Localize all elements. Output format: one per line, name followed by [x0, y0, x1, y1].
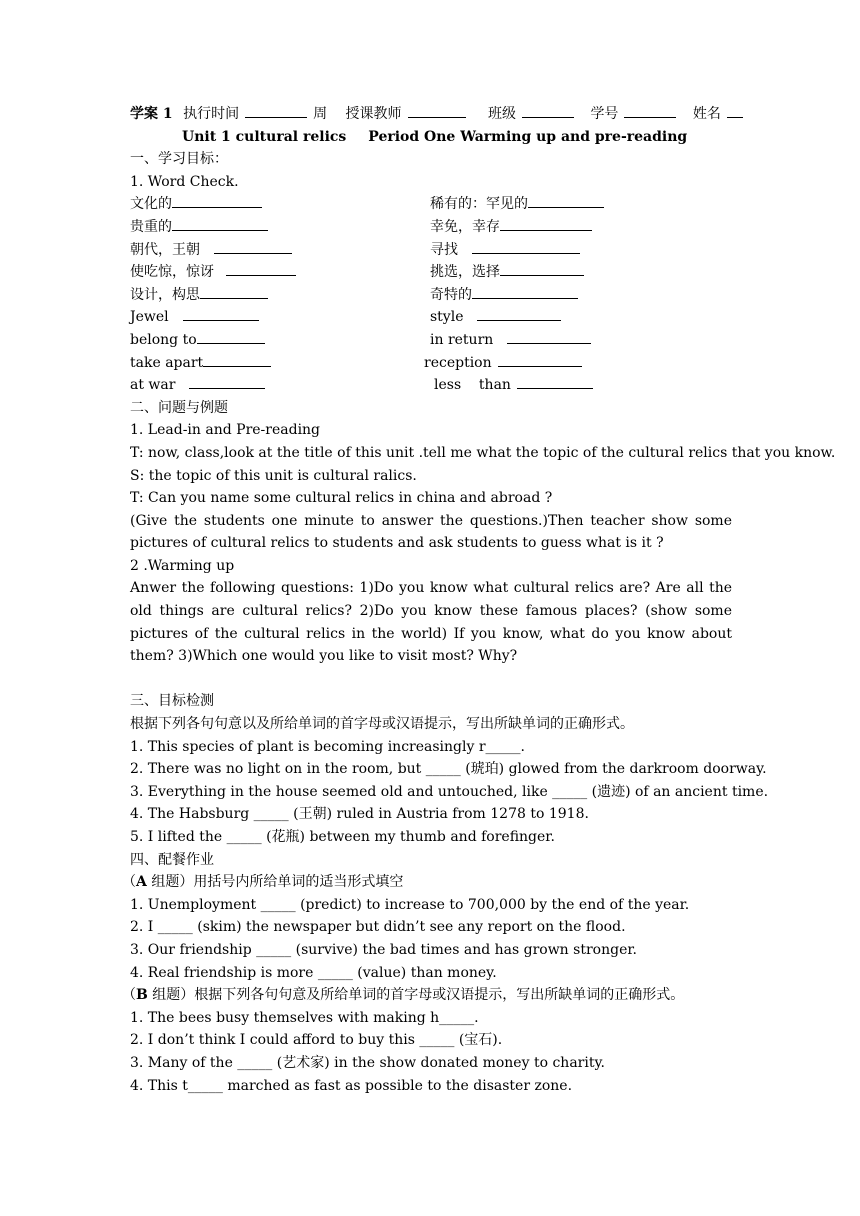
section-heading-4: 四、配餐作业	[130, 851, 214, 868]
check-item: 5. I lifted the _____ (花瓶) between my thumb and forefinger.	[130, 829, 555, 845]
word-right: 幸免，幸存	[430, 218, 500, 235]
word-right: style	[430, 309, 464, 326]
class-label: 班级	[487, 106, 516, 122]
group-a-item: 1. Unemployment _____ (predict) to increase to 700,000 by the end of the year.	[130, 896, 690, 913]
name-blank[interactable]	[727, 103, 743, 118]
student-no-blank[interactable]	[624, 103, 676, 118]
lead-in-heading: 1. Lead-in and Pre-reading	[130, 422, 321, 439]
word-left: 朝代，王朝	[130, 241, 200, 258]
check-item: 2. There was no light on in the room, but _____ (琥珀) glowed from the darkroom doorway.	[130, 761, 767, 778]
word-right: less than	[434, 377, 511, 394]
group-b-label: （B 组题）根据下列各句句意及所给单词的首字母或汉语提示，写出所缺单词的正确形式。	[122, 987, 685, 1004]
word-row	[130, 216, 732, 239]
word-row	[130, 329, 732, 352]
group-a-item: 4. Real friendship is more _____ (value) than money.	[130, 964, 497, 981]
exec-time-blank[interactable]	[245, 103, 307, 118]
word-left: belong to	[130, 331, 197, 348]
unit-title: Unit 1 cultural relics	[182, 128, 347, 145]
word-row	[130, 193, 732, 216]
word-blank[interactable]	[214, 239, 292, 254]
plan-number: 学案 1	[130, 106, 173, 122]
word-blank[interactable]	[226, 261, 296, 276]
word-blank[interactable]	[500, 261, 584, 276]
check-instruction: 根据下列各句句意以及所给单词的首字母或汉语提示，写出所缺单词的正确形式。	[130, 716, 634, 733]
word-blank[interactable]	[507, 329, 591, 344]
word-blank[interactable]	[183, 306, 259, 321]
word-left: Jewel	[130, 309, 169, 326]
word-blank[interactable]	[500, 216, 592, 231]
group-a-label: （A 组题）用括号内所给单词的适当形式填空	[122, 874, 404, 891]
teacher-label: 授课教师	[345, 106, 402, 122]
word-row	[130, 374, 732, 397]
group-b-item: 2. I don’t think I could afford to buy this _____ (宝石).	[130, 1032, 503, 1049]
teacher-blank[interactable]	[408, 103, 466, 118]
word-blank[interactable]	[477, 306, 561, 321]
check-item: 4. The Habsburg _____ (王朝) ruled in Austria from 1278 to 1918.	[130, 806, 589, 823]
word-blank[interactable]	[498, 352, 582, 367]
word-right: 寻找	[430, 241, 458, 258]
word-right: reception	[424, 354, 492, 371]
exec-time-label: 执行时间	[183, 106, 240, 122]
word-blank[interactable]	[528, 193, 604, 208]
header-line	[130, 103, 732, 126]
word-left: 贵重的	[130, 218, 172, 235]
word-row	[130, 239, 732, 262]
class-blank[interactable]	[522, 103, 574, 118]
warming-heading: 2 .Warming up	[130, 557, 235, 574]
word-blank[interactable]	[200, 284, 268, 299]
lead-in-line: T: now, class,look at the title of this unit .tell me what the topic of the cultural relics that you know.	[130, 444, 836, 461]
word-blank[interactable]	[203, 352, 271, 367]
worksheet	[122, 103, 836, 1097]
word-blank[interactable]	[472, 239, 580, 254]
spacer	[130, 668, 732, 691]
word-right: 奇特的	[430, 286, 472, 303]
lead-in-line: S: the topic of this unit is cultural ralics.	[130, 467, 417, 484]
word-left: 设计，构思	[130, 286, 200, 303]
name-label: 姓名	[692, 106, 721, 122]
student-no-label: 学号	[590, 106, 619, 122]
section-heading-1: 一、学习目标：	[130, 151, 228, 168]
check-item: 3. Everything in the house seemed old and untouched, like _____ (遗迹) of an ancient time.	[130, 783, 769, 800]
word-blank[interactable]	[472, 284, 578, 299]
section-heading-2: 二、问题与例题	[130, 399, 228, 416]
title-line	[130, 126, 732, 149]
word-check-heading: 1. Word Check.	[130, 173, 239, 190]
word-right: 稀有的：罕见的	[430, 196, 528, 213]
lead-in-line: T: Can you name some cultural relics in china and abroad ?	[130, 490, 553, 507]
week-label: 周	[313, 106, 328, 122]
word-left: take apart	[130, 354, 204, 371]
word-row	[130, 284, 732, 307]
group-b-item: 3. Many of the _____ (艺术家) in the show donated money to charity.	[130, 1054, 605, 1071]
word-right: in return	[430, 331, 494, 348]
group-a-item: 2. I _____ (skim) the newspaper but didn’t see any report on the flood.	[130, 919, 626, 936]
word-right: 挑选，选择	[430, 264, 500, 281]
word-blank[interactable]	[172, 216, 268, 231]
word-row	[130, 352, 732, 375]
word-left: 文化的	[130, 196, 172, 213]
word-blank[interactable]	[197, 329, 265, 344]
section-heading-3: 三、目标检测	[130, 693, 214, 710]
word-blank[interactable]	[517, 374, 593, 389]
group-b-item: 4. This t_____ marched as fast as possible to the disaster zone.	[130, 1077, 573, 1094]
word-left: 使吃惊，惊讶	[130, 264, 214, 281]
word-blank[interactable]	[189, 374, 265, 389]
word-left: at war	[130, 377, 176, 394]
lead-in-paragraph: (Give the students one minute to answer the questions.)Then teacher show some pictures of cultural relics to students and ask students to guess what is it ?	[130, 512, 732, 552]
warming-paragraph: Anwer the following questions: 1)Do you know what cultural relics are? Are all the old things are cultural relics? 2)Do you know these famous places? (show some pictures of the cultural relics in the world) If you know, what do you know about them? 3)Which one would you like to visit most? Why?	[130, 580, 732, 665]
group-a-item: 3. Our friendship _____ (survive) the bad times and has grown stronger.	[130, 941, 637, 958]
check-item: 1. This species of plant is becoming increasingly r_____.	[130, 738, 525, 755]
word-check-table	[130, 193, 732, 396]
period-title: Period One Warming up and pre-reading	[368, 128, 688, 145]
word-blank[interactable]	[172, 193, 226, 208]
word-row	[130, 261, 732, 284]
group-b-item: 1. The bees busy themselves with making h_____.	[130, 1009, 479, 1026]
word-row	[130, 306, 732, 329]
word-blank[interactable]	[226, 193, 262, 208]
